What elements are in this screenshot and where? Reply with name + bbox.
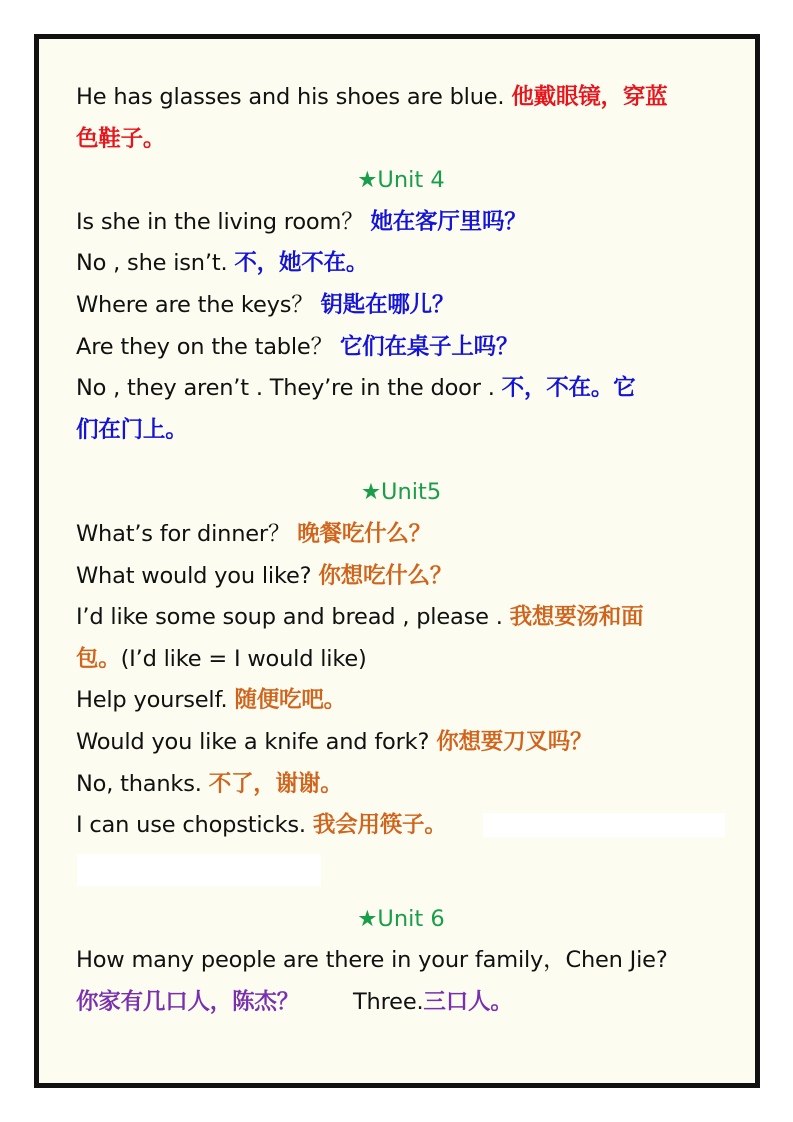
unit6-chinese: 你家有几口人，陈杰？ [76,988,300,1015]
unit5-english: I’d like some soup and bread , please . [76,604,503,631]
unit4-heading: ★Unit 4 [357,167,445,194]
unit4-chinese-cont: 们在门上。 [76,416,188,443]
unit5-english: What would you like? [76,562,312,589]
unit5-english: Help yourself. [76,687,228,714]
erased-area [483,813,725,837]
unit5-chinese: 你想吃什么？ [318,562,453,589]
unit4-line-cont [76,410,726,452]
unit4-line [76,285,726,327]
unit4-chinese: 它们在桌子上吗？ [339,333,519,360]
unit4-chinese: 不，不在。它 [501,375,636,402]
unit5-line [76,680,726,722]
unit4-english: Where are the keys？ [76,291,314,318]
unit5-line [76,514,726,556]
unit5-chinese: 我会用筷子。 [312,812,447,839]
unit5-english: Would you like a knife and fork? [76,728,430,755]
unit6-english: How many people are there in your family，Chen Jie? [76,947,668,974]
page-frame [34,34,760,1088]
unit4-chinese: 不，她不在。 [234,250,369,277]
unit5-english-note: (I’d like = I would like) [120,645,367,672]
unit5-chinese: 随便吃吧。 [234,687,346,714]
intro-line-cont [76,119,726,161]
unit4-chinese: 钥匙在哪儿？ [320,291,455,318]
unit5-chinese-cont: 包。 [76,645,121,672]
unit4-line [76,202,726,244]
unit4-english: Is she in the living room？ [76,208,364,235]
section-gap [76,451,726,472]
intro-line [76,77,726,119]
unit5-english: What’s for dinner？ [76,520,291,547]
unit5-chinese: 不了，谢谢。 [208,770,343,797]
erased-area [77,854,321,886]
unit4-chinese: 她在客厅里吗？ [370,208,527,235]
intro-chinese-cont: 色鞋子。 [76,125,166,152]
unit6-answer-english: Three. [353,988,424,1015]
unit4-english: No , she isn’t. [76,250,228,277]
unit4-english: Are they on the table？ [76,333,333,360]
unit5-line [76,597,726,639]
intro-chinese: 他戴眼镜，穿蓝 [511,84,668,110]
unit5-line [76,556,726,598]
intro-english: He has glasses and his shoes are blue. [76,84,505,110]
unit5-english: I can use chopsticks. [76,812,306,839]
unit5-chinese: 我想要汤和面 [509,604,644,631]
unit5-line [76,764,726,806]
unit5-english: No, thanks. [76,770,202,797]
unit5-chinese: 你想要刀叉吗？ [436,728,593,755]
unit5-heading: ★Unit5 [360,479,442,506]
unit5-line-cont [76,639,726,681]
unit4-line [76,368,726,410]
unit6-answer-chinese: 三口人。 [423,988,513,1015]
unit5-line [76,722,726,764]
unit4-line [76,243,726,285]
unit6-answer-line [76,982,726,1024]
unit6-heading: ★Unit 6 [357,905,445,932]
unit5-chinese: 晚餐吃什么？ [297,520,432,547]
unit4-english: No , they aren’t . They’re in the door . [76,375,495,402]
unit4-line [76,327,726,369]
unit6-question-line [76,940,726,982]
